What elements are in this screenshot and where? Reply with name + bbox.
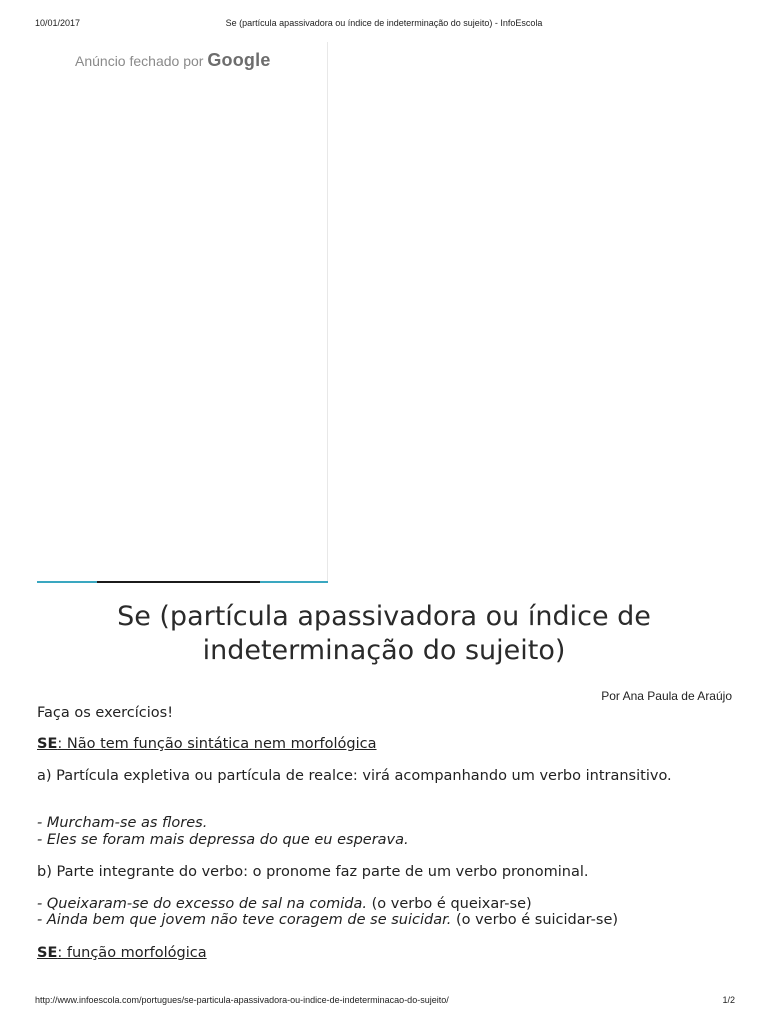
print-footer [0,995,768,1009]
page-number: 1/2 [722,995,735,1005]
ad-closed-notice [75,50,271,71]
item-b-text: b) Parte integrante do verbo: o pronome faz parte de um verbo pronominal. [37,864,589,880]
item-a-text: a) Partícula expletiva ou partícula de realce: virá acompanhando um verbo intransitivo. [37,768,672,784]
example-b2 [37,912,737,929]
print-header [0,18,768,32]
article-title: Se (partícula apassivadora ou índice de indeterminação do sujeito) [117,601,651,666]
google-logo: Google [207,50,271,70]
example-b1-text: - Queixaram-se do excesso de sal na comida. [37,896,368,912]
print-date: 10/01/2017 [35,18,81,28]
se-keyword-2: SE [37,945,58,961]
example-b1-note: (o verbo é queixar-se) [367,896,532,912]
ad-divider [37,581,328,583]
se-keyword: SE [37,736,58,752]
ad-closed-text: Anúncio fechado por [75,53,204,69]
example-a1-text: - Murcham-se as flores. [37,815,208,831]
section-heading-2-text: : função morfológica [57,945,207,961]
section-heading-no-function [37,736,737,753]
example-a2-text: - Eles se foram mais depressa do que eu esperava. [37,832,409,848]
print-document-title: Se (partícula apassivadora ou índice de indeterminação do sujeito) - InfoEscola [225,18,543,28]
intro-text: Faça os exercícios! [37,705,174,721]
ad-divider-accent [97,581,260,583]
example-a1 [37,815,737,832]
section-heading-morphological [37,945,737,962]
article-author: Por Ana Paula de Araújo [601,689,732,703]
example-b2-text: - Ainda bem que jovem não teve coragem de se suicidar. [37,912,452,928]
ad-container [37,42,328,582]
section-heading-text: : Não tem função sintática nem morfológica [57,736,377,752]
example-a2 [37,832,737,849]
print-url: http://www.infoescola.com/portugues/se-particula-apassivadora-ou-indice-de-indeterminacao-do-sujeito/ [35,995,449,1005]
example-b2-note: (o verbo é suicidar-se) [451,912,619,928]
example-b1 [37,896,737,913]
